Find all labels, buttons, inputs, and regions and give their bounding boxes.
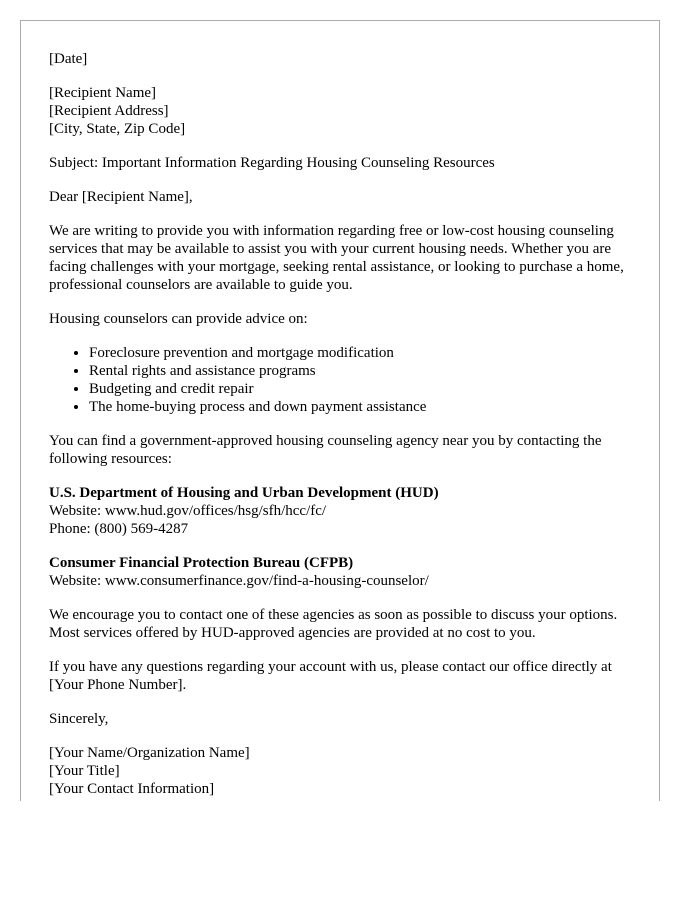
closing: Sincerely, (49, 711, 109, 727)
recipient-city-state-zip: [City, State, Zip Code] (49, 121, 186, 137)
salutation: Dear [Recipient Name], (49, 189, 193, 205)
advice-list (49, 344, 631, 416)
intro-paragraph: We are writing to provide you with information regarding free or low-cost housing counseling services that may be available to assist you with your current housing needs. Whether you are facing challenges with your mortgage, seeking rental assistance, or looking to purchase a home, professional counselors are available to guide you. (49, 223, 624, 293)
letter-date: [Date] (49, 51, 88, 67)
resources-intro: You can find a government-approved housing counseling agency near you by contacting the following resources: (49, 433, 602, 467)
signature-name: [Your Name/Organization Name] (49, 745, 250, 761)
list-item: • Foreclosure prevention and mortgage modification (89, 344, 631, 362)
recipient-name: [Recipient Name] (49, 85, 157, 101)
resource-website: Website: www.hud.gov/offices/hsg/sfh/hcc/fc/ (49, 503, 327, 519)
list-item: • The home-buying process and down payment assistance (89, 398, 631, 416)
signature-block (49, 744, 631, 798)
list-item: • Rental rights and assistance programs (89, 362, 631, 380)
resource-hud (49, 484, 631, 538)
list-item: • Budgeting and credit repair (89, 380, 631, 398)
resource-name: Consumer Financial Protection Bureau (CFPB) (49, 555, 354, 571)
encourage-paragraph: We encourage you to contact one of these agencies as soon as possible to discuss your options. Most services offered by HUD-approved agencies are provided at no cost to you. (49, 607, 618, 641)
resource-cfpb (49, 554, 631, 590)
letter-page (20, 20, 660, 801)
advice-intro: Housing counselors can provide advice on: (49, 311, 308, 327)
resource-website: Website: www.consumerfinance.gov/find-a-housing-counselor/ (49, 573, 429, 589)
signature-contact: [Your Contact Information] (49, 781, 215, 797)
resource-phone: Phone: (800) 569-4287 (49, 521, 189, 537)
signature-title: [Your Title] (49, 763, 120, 779)
recipient-address: [Recipient Address] (49, 103, 169, 119)
resource-name: U.S. Department of Housing and Urban Development (HUD) (49, 485, 439, 501)
letter-subject: Subject: Important Information Regarding Housing Counseling Resources (49, 155, 495, 171)
recipient-block (49, 84, 631, 138)
questions-paragraph: If you have any questions regarding your account with us, please contact our office directly at [Your Phone Number]. (49, 659, 612, 693)
